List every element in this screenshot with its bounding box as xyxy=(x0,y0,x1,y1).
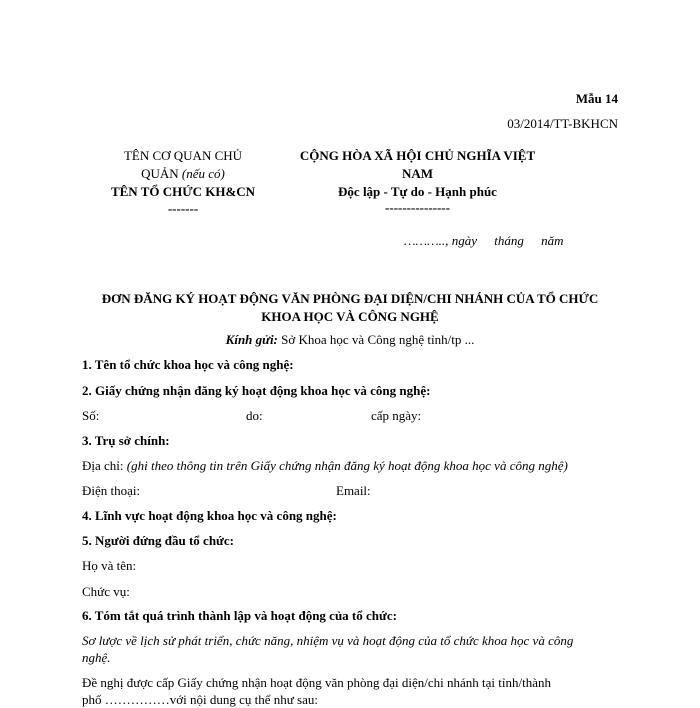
section-1-heading: 1. Tên tổ chức khoa học và công nghệ: xyxy=(82,357,294,372)
form-title-line1: ĐƠN ĐĂNG KÝ HOẠT ĐỘNG VĂN PHÒNG ĐẠI DIỆN/CHI NHÁNH CỦA TỔ CHỨC xyxy=(101,291,599,306)
form-title-line2: KHOA HỌC VÀ CÔNG NGHỆ xyxy=(261,309,439,324)
recipient-label: Kính gửi: xyxy=(225,332,278,347)
section-2-heading: 2. Giấy chứng nhận đăng ký hoạt động khoa học và công nghệ: xyxy=(82,383,431,398)
head-name-label: Họ và tên: xyxy=(82,558,137,573)
request-line1: Đề nghị được cấp Giấy chứng nhận hoạt động văn phòng đại diện/chi nhánh tại tỉnh/thành xyxy=(82,675,551,690)
section-5-heading: 5. Người đứng đầu tổ chức: xyxy=(82,533,234,548)
issue-date-label: cấp ngày: xyxy=(371,408,422,423)
issued-by-label: do: xyxy=(246,408,263,423)
email-label: Email: xyxy=(336,483,371,498)
history-note-line2: nghệ. xyxy=(82,650,111,665)
date-year: năm xyxy=(541,233,564,248)
address-note: (ghi theo thông tin trên Giấy chứng nhận đăng ký hoạt động khoa học và công nghệ) xyxy=(126,458,568,473)
recipient-value: Sở Khoa học và Công nghệ tỉnh/tp ... xyxy=(277,332,475,347)
agency-label: QUẢN xyxy=(141,166,182,181)
circular-number: 03/2014/TT-BKHCN xyxy=(507,116,618,131)
left-dash: ------- xyxy=(167,201,199,216)
date-day: ngày xyxy=(451,233,477,248)
history-note-line1: Sơ lược về lịch sử phát triển, chức năng, nhiệm vụ và hoạt động của tổ chức khoa học và công xyxy=(82,633,574,648)
phone-label: Điện thoại: xyxy=(82,483,141,498)
organization-name: TÊN TỔ CHỨC KH&CN xyxy=(110,184,256,199)
certificate-number-label: Số: xyxy=(82,408,100,423)
date-dots: ……….., xyxy=(404,233,449,248)
address-label: Địa chỉ: xyxy=(82,458,124,473)
national-motto: Độc lập - Tự do - Hạnh phúc xyxy=(338,184,497,199)
form-number: Mẫu 14 xyxy=(575,91,618,106)
agency-name-line1: TÊN CƠ QUAN CHỦ xyxy=(123,148,243,163)
recipient-line xyxy=(0,331,700,348)
head-position-label: Chức vụ: xyxy=(82,584,130,599)
agency-optional-note: (nếu có) xyxy=(181,166,225,181)
country-name-line2: NAM xyxy=(401,166,434,181)
section-3-heading: 3. Trụ sở chính: xyxy=(82,433,170,448)
right-dash: --------------- xyxy=(385,200,450,215)
agency-name-line2 xyxy=(98,165,268,182)
date-month: tháng xyxy=(494,233,524,248)
address-line xyxy=(82,457,568,474)
request-line2: phố ……………với nội dung cụ thể như sau: xyxy=(82,692,318,707)
section-6-heading: 6. Tóm tắt quá trình thành lập và hoạt động của tổ chức: xyxy=(82,608,397,623)
date-line xyxy=(404,233,563,249)
country-name-line1: CỘNG HÒA XÃ HỘI CHỦ NGHĨA VIỆT xyxy=(299,148,536,163)
section-4-heading: 4. Lĩnh vực hoạt động khoa học và công nghệ: xyxy=(82,508,337,523)
